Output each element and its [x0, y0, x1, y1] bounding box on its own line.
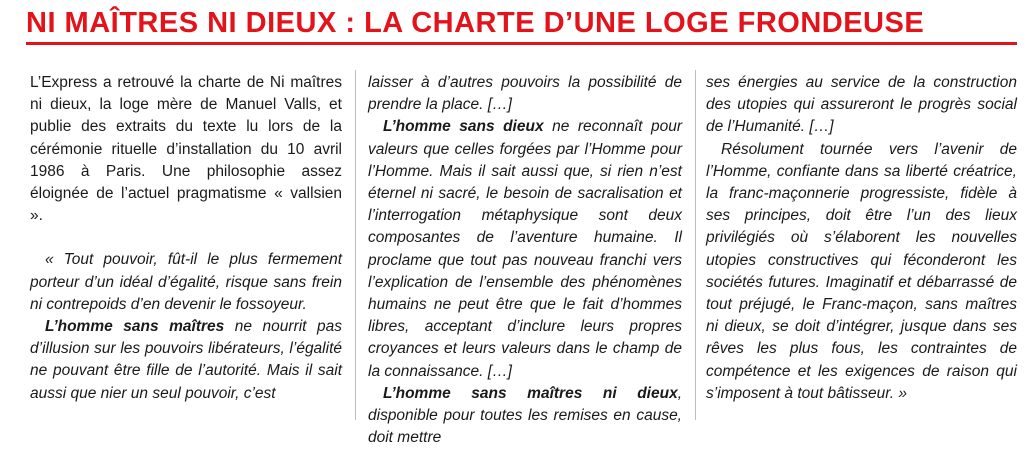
paragraph-sans-maitres: [30, 316, 342, 405]
paragraph-utopies: ses énergies au service de la construction des utopies qui assureront le progrès social de l’Humanité. […]: [706, 74, 1017, 136]
column-separator-2: [695, 70, 696, 420]
intro-paragraph: L’Express a retrouvé la charte de Ni maîtres ni dieux, la loge mère de Manuel Valls, et publie des extraits du texte lu lors de la cérémonie rituelle d’installation du 10 avril 1986 à Paris. Une philosophie assez éloignée de l’actuel pragmatisme « vallsien ».: [30, 74, 342, 225]
paragraph-sans-maitres-ni-dieux: [368, 383, 682, 449]
lead-sans-maitres: L’homme sans maîtres: [45, 318, 225, 336]
lead-sans-maitres-ni-dieux: L’homme sans maîtres ni dieux: [383, 384, 678, 402]
text-sans-dieux: ne reconnaît pour valeurs que celles forgées par l’Homme pour l’Homme. Mais il sait aussi que, si rien n’est éternel ni sacré, le besoin de sacralisation et l’interrogation métaphysique sont deux composantes de l’aventure humaine. Il proclame que tout pas nouveau franchi vers l’explication de l’ensemble des phénomènes humains ne peut être que le fait d’hommes libres, acceptant d’inclure leurs propres croyances et leurs valeurs dans le champ de la connaissance. […]: [368, 118, 682, 380]
column-separator-1: [355, 70, 356, 420]
column-3: [706, 72, 1017, 405]
lead-sans-dieux: L’homme sans dieux: [383, 118, 544, 136]
quote-paragraph: « Tout pouvoir, fût-il le plus fermement porteur d’un idéal d’égalité, risque sans frein ni contrepoids d’en devenir le fossoyeur.: [30, 251, 342, 313]
paragraph-sans-dieux: [368, 116, 682, 382]
paragraph-continuation: laisser à d’autres pouvoirs la possibilité de prendre la place. […]: [368, 74, 682, 114]
text-sans-maitres: ne nourrit pas d’illusion sur les pouvoirs libérateurs, l’égalité ne pouvant être fille de l’autorité. Mais il sait aussi que nier un seul pouvoir, c’est: [30, 318, 342, 402]
column-2: [368, 72, 682, 449]
title-underline: [26, 42, 1017, 45]
article-title: NI MAÎTRES NI DIEUX : LA CHARTE D’UNE LOGE FRONDEUSE: [26, 7, 925, 39]
column-1: [30, 72, 342, 405]
paragraph-conclusion: Résolument tournée vers l’avenir de l’Homme, confiante dans sa liberté créatrice, la franc-maçonnerie progressiste, fidèle à ses principes, doit être l’un des lieux privilégiés où s’élaborent les nouvelles utopies constructives qui féconderont les sociétés futures. Imaginatif et débarrassé de tout préjugé, le Franc-maçon, sans maîtres ni dieux, se doit d’intégrer, jusque dans ses rêves les plus fous, les contraintes de compétence et les exigences de raison qui s’imposent à tout bâtisseur. »: [706, 140, 1017, 402]
text-sans-maitres-ni-dieux: , disponible pour toutes les remises en cause, doit mettre: [368, 384, 682, 447]
